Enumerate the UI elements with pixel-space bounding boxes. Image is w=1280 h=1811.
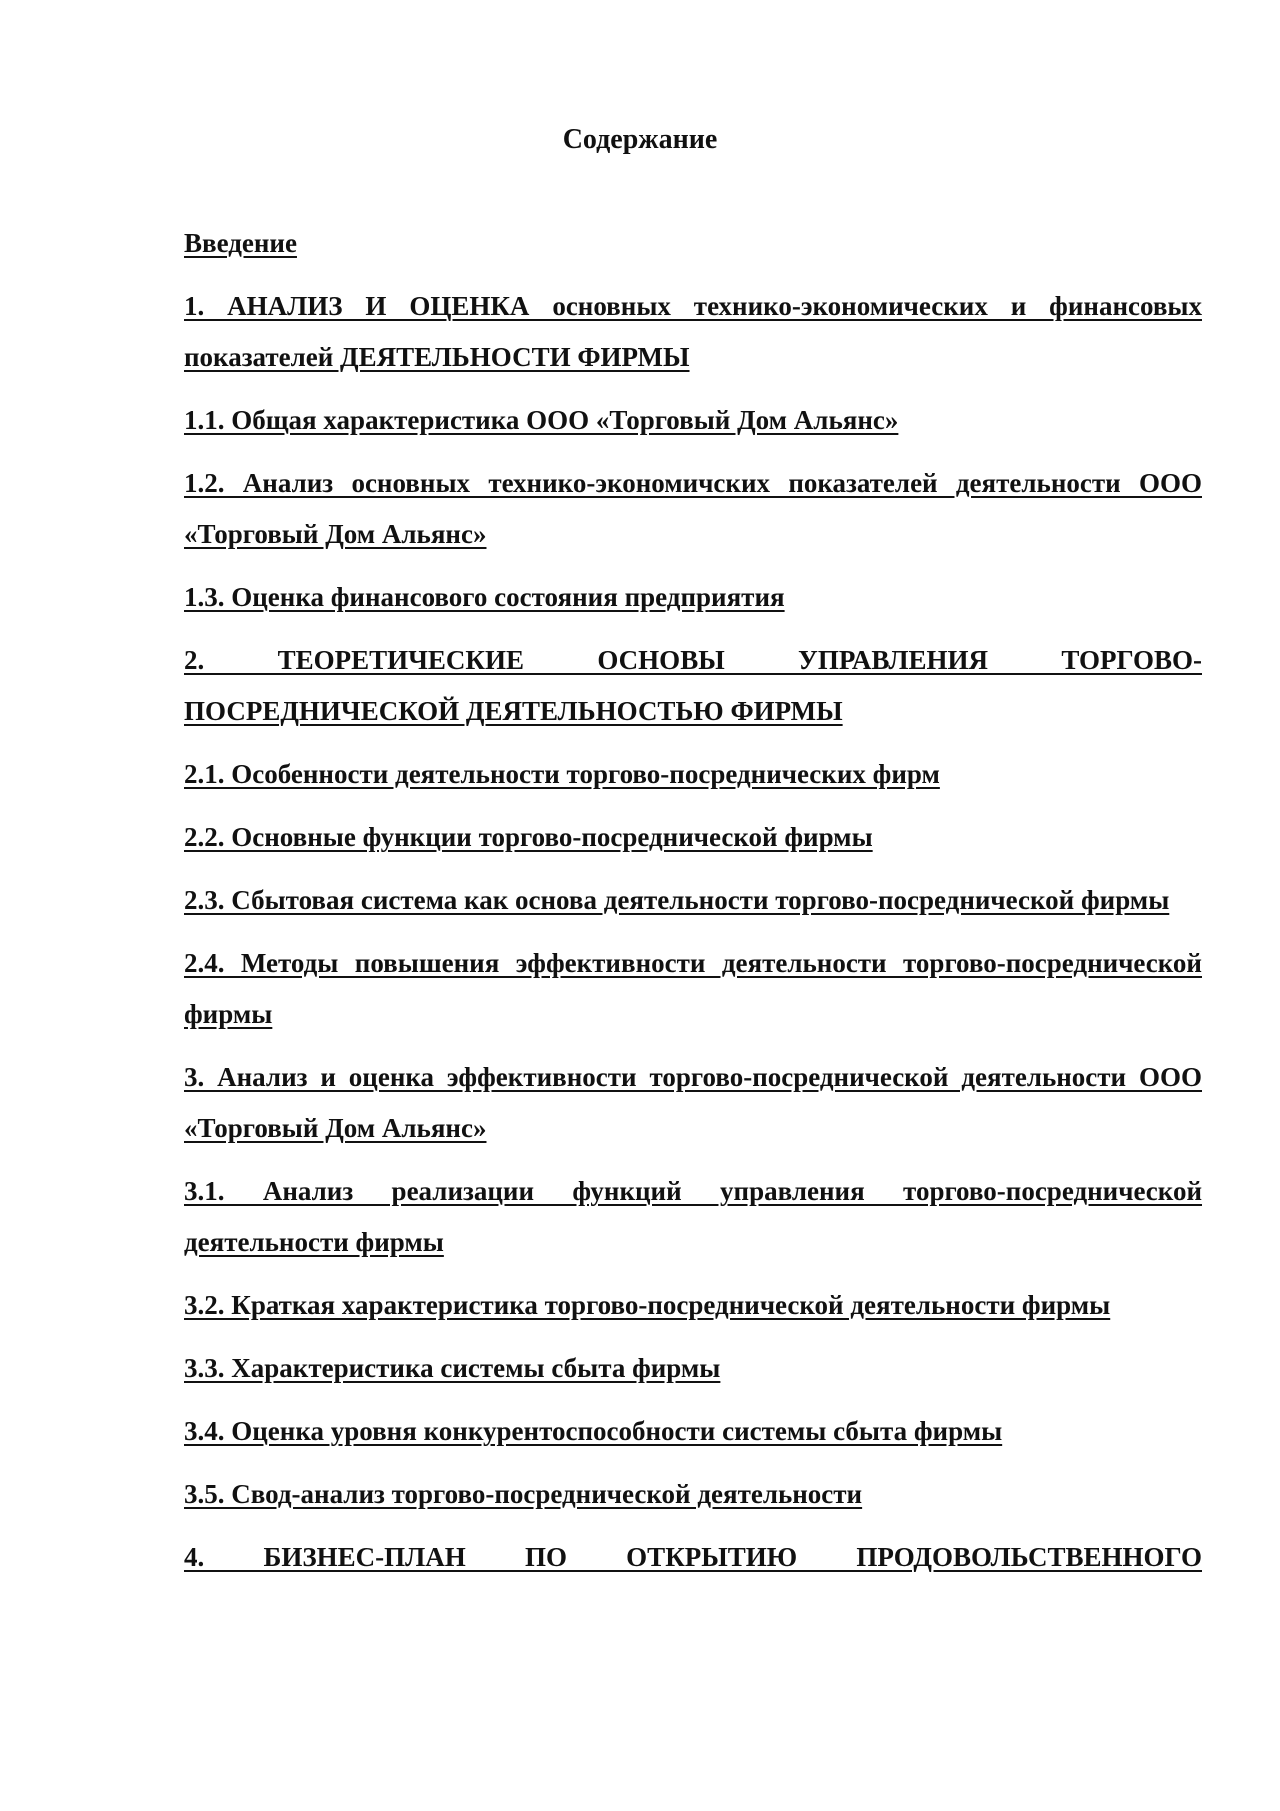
toc-link-section-3-3[interactable]: 3.3. Характеристика системы сбыта фирмы bbox=[184, 1353, 721, 1383]
toc-link-section-2-1[interactable]: 2.1. Особенности деятельности торгово-посреднических фирм bbox=[184, 759, 940, 789]
toc-link-section-3[interactable]: 3. Анализ и оценка эффективности торгово-посреднической деятельности ООО «Торговый Дом Альянс» bbox=[184, 1062, 1202, 1143]
toc-link-section-1[interactable]: 1. АНАЛИЗ И ОЦЕНКА основных технико-экономических и финансовых показателей ДЕЯТЕЛЬНОСТИ ФИРМЫ bbox=[184, 291, 1202, 372]
toc-link-section-3-5[interactable]: 3.5. Свод-анализ торгово-посреднической деятельности bbox=[184, 1479, 863, 1509]
toc-link-section-3-4[interactable]: 3.4. Оценка уровня конкурентоспособности системы сбыта фирмы bbox=[184, 1416, 1003, 1446]
toc-link-section-2-4[interactable]: 2.4. Методы повышения эффективности деятельности торгово-посреднической фирмы bbox=[184, 948, 1202, 1029]
toc-link-section-3-1[interactable]: 3.1. Анализ реализации функций управления торгово-посреднической деятельности фирмы bbox=[184, 1176, 1202, 1257]
page-title: Содержание bbox=[562, 124, 718, 155]
toc-link-section-2-2[interactable]: 2.2. Основные функции торгово-посреднической фирмы bbox=[184, 822, 873, 852]
toc-link-section-1-3[interactable]: 1.3. Оценка финансового состояния предприятия bbox=[184, 582, 785, 612]
toc-link-section-2-3[interactable]: 2.3. Сбытовая система как основа деятельности торгово-посреднической фирмы bbox=[184, 885, 1170, 915]
toc-link-section-1-1[interactable]: 1.1. Общая характеристика ООО «Торговый Дом Альянс» bbox=[184, 405, 899, 435]
toc-link-introduction[interactable]: Введение bbox=[184, 228, 297, 258]
toc-link-section-1-2[interactable]: 1.2. Анализ основных технико-экономичских показателей деятельности ООО «Торговый Дом Альянс» bbox=[184, 468, 1202, 549]
table-of-contents bbox=[184, 218, 1202, 1595]
toc-link-section-2[interactable]: 2. ТЕОРЕТИЧЕСКИЕ ОСНОВЫ УПРАВЛЕНИЯ ТОРГОВО-ПОСРЕДНИЧЕСКОЙ ДЕЯТЕЛЬНОСТЬЮ ФИРМЫ bbox=[184, 645, 1202, 726]
toc-link-section-3-2[interactable]: 3.2. Краткая характеристика торгово-посреднической деятельности фирмы bbox=[184, 1290, 1111, 1320]
toc-link-section-4[interactable]: 4. БИЗНЕС-ПЛАН ПО ОТКРЫТИЮ ПРОДОВОЛЬСТВЕННОГО bbox=[184, 1542, 1202, 1572]
